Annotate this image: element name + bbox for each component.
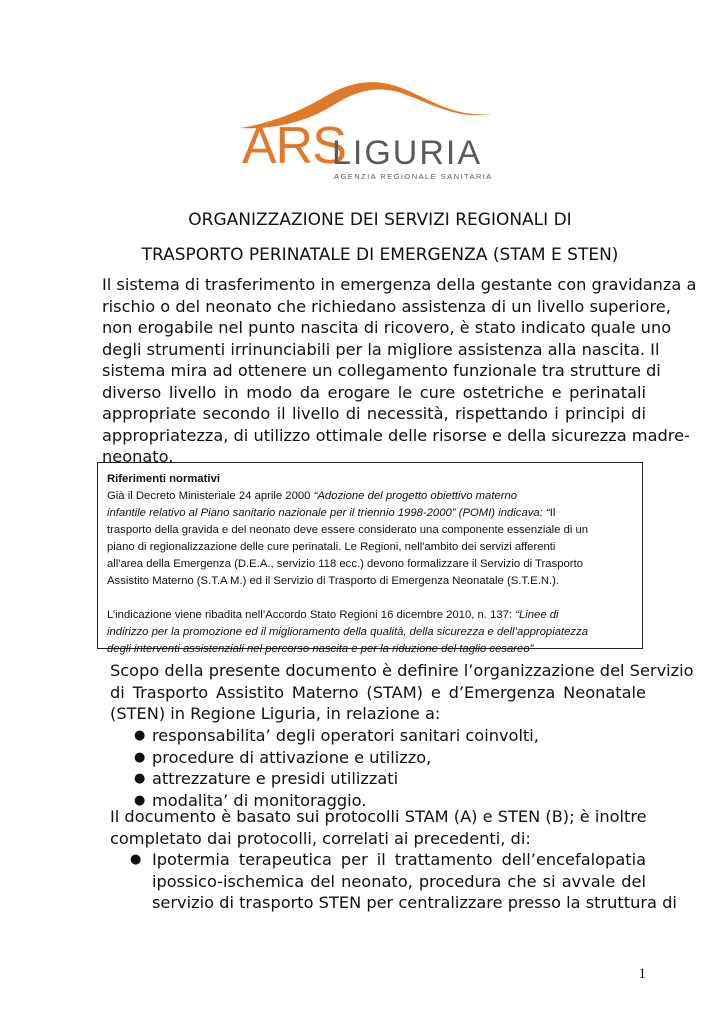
basis-bullet-line: Ipotermia terapeutica per il trattamento dell’encefalopatia [152, 850, 646, 869]
refbox-line: infantile relativo al Piano sanitario nazionale per il triennio 1998-2000” (POMI) indicava: “Il [107, 507, 556, 519]
normative-references-box [97, 462, 643, 655]
ars-liguria-logo [236, 74, 498, 186]
scope-line: Scopo della presente documento è definire l’organizzazione del Servizio [110, 661, 694, 680]
basis-bullet-line: ipossico-ischemica del neonato, procedura che si avvale del [152, 871, 646, 891]
scope-line: di Trasporto Assistito Materno (STAM) e d’Emergenza Neonatale [110, 682, 646, 702]
logo-ars-text: ARS [242, 117, 346, 175]
document-title-line-1: ORGANIZZAZIONE DEI SERVIZI REGIONALI DI [188, 210, 572, 230]
bullet-icon: ● [134, 771, 146, 786]
bullet-icon: ● [134, 792, 146, 808]
bullet-icon: ● [130, 852, 142, 867]
intro-line: rischio o del neonato che richiedano assistenza di un livello superiore, [102, 296, 671, 316]
bullet-icon: ● [134, 728, 146, 743]
document-title-line-2: TRASPORTO PERINATALE DI EMERGENZA (STAM E STEN) [141, 245, 619, 265]
list-item: ● procedure di attivazione e utilizzo, [134, 747, 432, 767]
basis-line: Il documento è basato sui protocolli STAM (A) e STEN (B); è inoltre [110, 807, 647, 826]
list-item: ● responsabilita’ degli operatori sanitari coinvolti, [134, 726, 539, 745]
refbox-line: indirizzo per la promozione ed il miglioramento della qualità, della sicurezza e dell’appropiatezza [107, 626, 589, 638]
list-item: ● attrezzature e presidi utilizzati [134, 769, 399, 788]
list-item: ● modalita’ di monitoraggio. [134, 790, 367, 810]
refbox-line: Già il Decreto Ministeriale 24 aprile 2000 “Adozione del progetto obiettivo materno [107, 490, 518, 502]
intro-line: Il sistema di trasferimento in emergenza della gestante con gravidanza a [102, 275, 697, 294]
scope-bullet-list [134, 725, 646, 811]
logo-subtitle: AGENZIA REGIONALE SANITARIA [334, 172, 493, 181]
refbox-line: trasporto della gravida e del neonato deve essere considerato una componente essenziale di un [107, 524, 589, 536]
intro-line: appropriatezza, di utilizzo ottimale delle risorse e della sicurezza madre- [102, 425, 690, 445]
intro-paragraph [102, 274, 697, 468]
basis-line: completato dai protocolli, correlati ai precedenti, di: [110, 828, 531, 848]
bullet-icon: ● [134, 749, 146, 765]
refbox-line: degli interventi assistenziali nel percorso nascita e per la riduzione del taglio cesareo” [107, 643, 534, 655]
intro-line: neonato. [102, 447, 174, 466]
refbox-line: piano di regionalizzazione delle cure perinatali. Le Regioni, nell'ambito dei servizi afferenti [107, 541, 556, 553]
basis-paragraph [110, 806, 646, 849]
intro-line: diverso livello in modo da erogare le cure ostetriche e perinatali [102, 382, 646, 402]
scope-line: (STEN) in Regione Liguria, in relazione a: [110, 704, 441, 723]
basis-bullet-line: servizio di trasporto STEN per centralizzare presso la struttura di [152, 893, 677, 912]
logo-liguria-text: LIGURIA [332, 134, 483, 172]
refbox-line: all'area della Emergenza (D.E.A., servizio 118 ecc.) devono formalizzare il Servizio di Trasporto [107, 558, 583, 570]
intro-line: sistema mira ad ottenere un collegamento funzionale tra strutture di [102, 361, 661, 380]
refbox-line: L’indicazione viene ribadita nell’Accordo Stato Regioni 16 dicembre 2010, n. 137: “Linee di [107, 609, 559, 621]
intro-line: non erogabile nel punto nascita di ricovero, è stato indicato quale uno [102, 318, 672, 337]
intro-line: degli strumenti irrinunciabili per la migliore assistenza alla nascita. Il [102, 339, 660, 359]
intro-line: appropriate secondo il livello di necessità, rispettando i principi di [102, 404, 646, 423]
refbox-heading: Riferimenti normativi [107, 473, 220, 485]
scope-paragraph [110, 660, 694, 725]
refbox-line: Assistito Materno (S.T.A M.) ed il Servizio di Trasporto di Emergenza Neonatale (S.T.E.N.). [107, 575, 560, 587]
page-number: 1 [638, 966, 646, 982]
basis-bullet-item [130, 849, 677, 914]
